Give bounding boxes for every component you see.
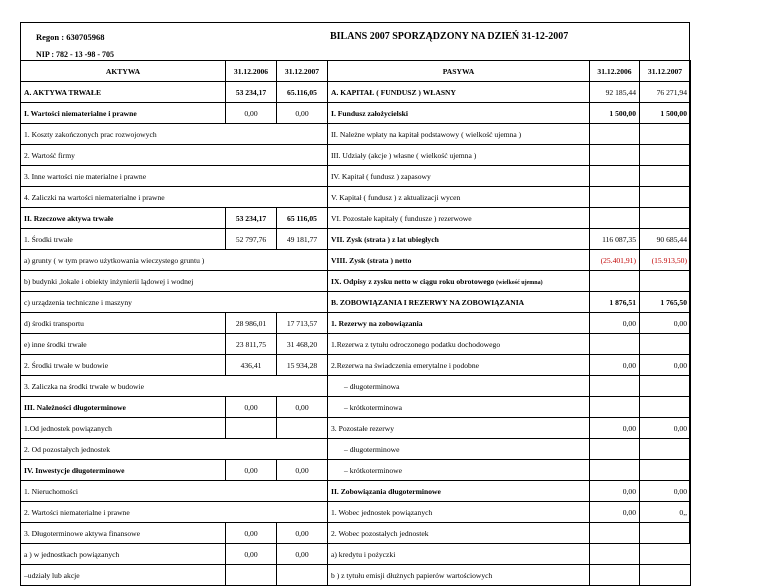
pasywa-label: 3. Pozostałe rezerwy	[328, 418, 590, 439]
aktywa-value-2006: 0,00	[226, 103, 277, 124]
aktywa-label: d) środki transportu	[21, 313, 226, 334]
table-row	[21, 376, 691, 397]
column-header-aktywa-2006: 31.12.2006	[226, 61, 277, 82]
pasywa-label: 1. Rezerwy na zobowiązania	[328, 313, 590, 334]
table-row	[21, 502, 691, 523]
column-header-pasywa: PASYWA	[328, 61, 590, 82]
pasywa-label: 1.Rezerwa z tytułu odroczonego podatku dochodowego	[328, 334, 590, 355]
table-row	[21, 187, 691, 208]
aktywa-value-2007: 0,00	[277, 460, 328, 481]
aktywa-label: 3. Długoterminowe aktywa finansowe	[21, 523, 226, 544]
pasywa-value-2007	[640, 145, 691, 166]
pasywa-label: 1. Wobec jednostek powiązanych	[328, 502, 590, 523]
pasywa-value-2007	[640, 334, 691, 355]
aktywa-value-2006: 436,41	[226, 355, 277, 376]
pasywa-value-2007: 0,00	[640, 481, 691, 502]
aktywa-value-2006: 53 234,17	[226, 82, 277, 103]
pasywa-label: III. Udziały (akcje ) własne ( wielkość ujemna )	[328, 145, 590, 166]
pasywa-value-2007	[640, 460, 691, 481]
aktywa-value-2006	[226, 418, 277, 439]
table-row	[21, 544, 691, 565]
pasywa-value-2006	[590, 145, 640, 166]
pasywa-value-2006	[590, 397, 640, 418]
pasywa-note: (wielkość ujemna)	[496, 279, 543, 286]
table-row	[21, 523, 691, 544]
aktywa-label: 2. Wartości niematerialne i prawne	[21, 502, 328, 523]
pasywa-value-2006	[590, 565, 640, 586]
document-title: BILANS 2007 SPORZĄDZONY NA DZIEŃ 31-12-2007	[330, 31, 569, 42]
table-row	[21, 145, 691, 166]
pasywa-value-2007: 0,00	[640, 313, 691, 334]
table-row	[21, 481, 691, 502]
pasywa-value-2006	[590, 460, 640, 481]
table-row	[21, 271, 691, 292]
aktywa-value-2007: 15 934,28	[277, 355, 328, 376]
aktywa-label: 2. Środki trwałe w budowie	[21, 355, 226, 376]
aktywa-label: –udziały lub akcje	[21, 565, 226, 586]
aktywa-value-2007: 0,00	[277, 397, 328, 418]
pasywa-label: V. Kapitał ( fundusz ) z aktualizacji wycen	[328, 187, 590, 208]
pasywa-label-text: IX. Odpisy z zysku netto w ciągu roku obrotowego	[331, 276, 495, 286]
pasywa-value-2006	[590, 187, 640, 208]
pasywa-value-2007: 0,00	[640, 418, 691, 439]
aktywa-value-2007: 49 181,77	[277, 229, 328, 250]
pasywa-value-2006	[590, 271, 640, 292]
aktywa-label: a) grunty ( w tym prawo użytkowania wieczystego gruntu )	[21, 250, 328, 271]
table-row	[21, 460, 691, 481]
pasywa-value-2007	[640, 439, 691, 460]
pasywa-value-2006: 116 087,35	[590, 229, 640, 250]
aktywa-label: 4. Zaliczki na wartości niematerialne i prawne	[21, 187, 328, 208]
pasywa-value-2007: 0,,	[640, 502, 691, 523]
table-row	[21, 124, 691, 145]
table-header-row	[21, 61, 691, 82]
aktywa-label: 1. Środki trwałe	[21, 229, 226, 250]
aktywa-label: a ) w jednostkach powiązanych	[21, 544, 226, 565]
table-row	[21, 418, 691, 439]
pasywa-label: a) kredytu i pożyczki	[328, 544, 590, 565]
pasywa-value-2007	[640, 166, 691, 187]
pasywa-value-2006	[590, 208, 640, 229]
pasywa-label: 2. Wobec pozostałych jednostek	[328, 523, 590, 544]
pasywa-value-2006: 0,00	[590, 481, 640, 502]
pasywa-value-2007	[640, 565, 691, 586]
pasywa-value-2006: 0,00	[590, 355, 640, 376]
pasywa-value-2007	[640, 544, 691, 565]
pasywa-label: VII. Zysk (strata ) z lat ubiegłych	[328, 229, 590, 250]
column-header-pasywa-2007: 31.12.2007	[640, 61, 691, 82]
pasywa-value-2006: 1 500,00	[590, 103, 640, 124]
pasywa-value-2007: 1 765,50	[640, 292, 691, 313]
pasywa-label: b ) z tytułu emisji dłużnych papierów wartościowych	[328, 565, 590, 586]
pasywa-value-2007	[640, 271, 691, 292]
aktywa-value-2007: 0,00	[277, 544, 328, 565]
aktywa-label: IV. Inwestycje długoterminowe	[21, 460, 226, 481]
pasywa-value-2006	[590, 523, 640, 544]
aktywa-value-2006: 0,00	[226, 397, 277, 418]
aktywa-label: 1. Koszty zakończonych prac rozwojowych	[21, 124, 328, 145]
pasywa-value-2007: (15.913,50)	[640, 250, 691, 271]
pasywa-value-2007	[640, 523, 691, 544]
aktywa-label: c) urządzenia techniczne i maszyny	[21, 292, 328, 313]
aktywa-value-2007: 0,00	[277, 103, 328, 124]
aktywa-value-2006: 52 797,76	[226, 229, 277, 250]
pasywa-label: B. ZOBOWIĄZANIA I REZERWY NA ZOBOWIĄZANIA	[328, 292, 590, 313]
aktywa-label: III. Należności długoterminowe	[21, 397, 226, 418]
aktywa-value-2006: 23 811,75	[226, 334, 277, 355]
table-row	[21, 565, 691, 586]
table-row	[21, 166, 691, 187]
pasywa-value-2006	[590, 439, 640, 460]
pasywa-value-2006: (25.401,91)	[590, 250, 640, 271]
pasywa-value-2006	[590, 124, 640, 145]
pasywa-value-2006: 0,00	[590, 313, 640, 334]
pasywa-value-2007: 0,00	[640, 355, 691, 376]
aktywa-value-2007	[277, 565, 328, 586]
table-row	[21, 397, 691, 418]
pasywa-value-2006	[590, 166, 640, 187]
aktywa-value-2006: 28 986,01	[226, 313, 277, 334]
aktywa-label: 1. Nieruchomości	[21, 481, 328, 502]
aktywa-value-2007: 31 468,20	[277, 334, 328, 355]
column-header-aktywa: AKTYWA	[21, 61, 226, 82]
aktywa-label: 2. Wartość firmy	[21, 145, 328, 166]
aktywa-value-2007: 17 713,57	[277, 313, 328, 334]
pasywa-value-2007: 1 500,00	[640, 103, 691, 124]
pasywa-value-2006: 0,00	[590, 418, 640, 439]
nip-label: NIP : 782 - 13 -98 - 705	[36, 50, 114, 59]
pasywa-label: II. Należne wpłaty na kapitał podstawowy ( wielkość ujemna )	[328, 124, 590, 145]
pasywa-label: VI. Pozostałe kapitały ( fundusze ) rezerwowe	[328, 208, 590, 229]
pasywa-value-2007	[640, 376, 691, 397]
aktywa-label: 2. Od pozostałych jednostek	[21, 439, 328, 460]
aktywa-label: 3. Zaliczka na środki trwałe w budowie	[21, 376, 328, 397]
balance-table	[20, 60, 691, 586]
regon-label: Regon : 630705968	[36, 32, 105, 42]
pasywa-label: IV. Kapitał ( fundusz ) zapasowy	[328, 166, 590, 187]
aktywa-value-2006: 0,00	[226, 544, 277, 565]
table-row	[21, 103, 691, 124]
pasywa-value-2006: 92 185,44	[590, 82, 640, 103]
pasywa-value-2006	[590, 544, 640, 565]
pasywa-value-2007	[640, 187, 691, 208]
pasywa-label: VIII. Zysk (strata ) netto	[328, 250, 590, 271]
aktywa-label: 1.Od jednostek powiązanych	[21, 418, 226, 439]
pasywa-label: – krótkoterminowa	[328, 397, 590, 418]
pasywa-value-2007: 76 271,94	[640, 82, 691, 103]
pasywa-label	[328, 271, 590, 292]
pasywa-label: – długoterminowa	[328, 376, 590, 397]
aktywa-label: II. Rzeczowe aktywa trwałe	[21, 208, 226, 229]
pasywa-value-2007: 90 685,44	[640, 229, 691, 250]
pasywa-value-2006	[590, 334, 640, 355]
table-row	[21, 82, 691, 103]
table-row	[21, 355, 691, 376]
pasywa-label: 2.Rezerwa na świadczenia emerytalne i podobne	[328, 355, 590, 376]
pasywa-label: II. Zobowiązania długoterminowe	[328, 481, 590, 502]
pasywa-label: – długoterminowe	[328, 439, 590, 460]
table-row	[21, 229, 691, 250]
aktywa-value-2006: 0,00	[226, 460, 277, 481]
pasywa-label: I. Fundusz założycielski	[328, 103, 590, 124]
column-header-aktywa-2007: 31.12.2007	[277, 61, 328, 82]
table-row	[21, 334, 691, 355]
table-row	[21, 292, 691, 313]
aktywa-value-2007: 65.116,05	[277, 82, 328, 103]
aktywa-value-2007: 0,00	[277, 523, 328, 544]
column-header-pasywa-2006: 31.12.2006	[590, 61, 640, 82]
table-row	[21, 313, 691, 334]
aktywa-label: e) inne środki trwałe	[21, 334, 226, 355]
pasywa-value-2006: 0,00	[590, 502, 640, 523]
aktywa-label: A. AKTYWA TRWAŁE	[21, 82, 226, 103]
table-row	[21, 439, 691, 460]
aktywa-value-2006: 0,00	[226, 523, 277, 544]
aktywa-label: b) budynki ,lokale i obiekty inżynierii lądowej i wodnej	[21, 271, 328, 292]
aktywa-value-2007: 65 116,05	[277, 208, 328, 229]
aktywa-label: 3. Inne wartości nie materialne i prawne	[21, 166, 328, 187]
pasywa-label: – krótkoterminowe	[328, 460, 590, 481]
pasywa-value-2007	[640, 397, 691, 418]
pasywa-value-2007	[640, 208, 691, 229]
pasywa-value-2007	[640, 124, 691, 145]
pasywa-value-2006	[590, 376, 640, 397]
aktywa-value-2007	[277, 418, 328, 439]
table-row	[21, 208, 691, 229]
aktywa-value-2006	[226, 565, 277, 586]
aktywa-value-2006: 53 234,17	[226, 208, 277, 229]
table-row	[21, 250, 691, 271]
pasywa-label: A. KAPITAŁ ( FUNDUSZ ) WŁASNY	[328, 82, 590, 103]
pasywa-value-2006: 1 876,51	[590, 292, 640, 313]
aktywa-label: I. Wartości niematerialne i prawne	[21, 103, 226, 124]
